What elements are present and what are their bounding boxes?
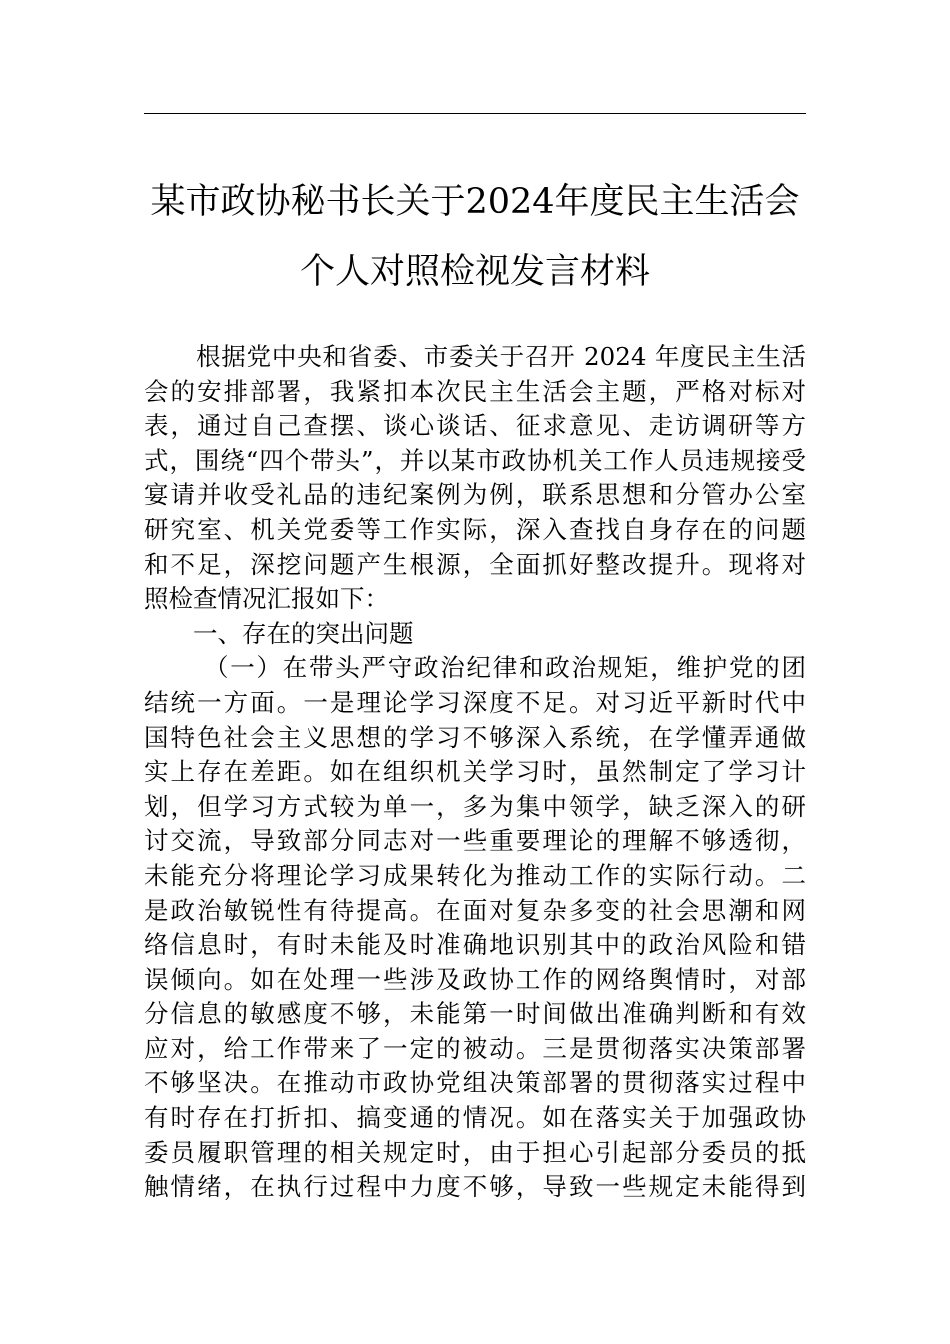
paragraph-line: 不够坚决。在推动市政协党组决策部署的贯彻落实过程中 <box>144 1068 806 1098</box>
intro-line: 式，围绕“四个带头”，并以某市政协机关工作人员违规接受 <box>144 445 806 475</box>
intro-line: 宴请并收受礼品的违纪案例为例，联系思想和分管办公室 <box>144 480 806 510</box>
paragraph-line: 讨交流，导致部分同志对一些重要理论的理解不够透彻， <box>144 826 806 856</box>
paragraph-line: 划，但学习方式较为单一，多为集中领学，缺乏深入的研 <box>144 791 806 821</box>
document-title-line-1: 某市政协秘书长关于2024年度民主生活会 <box>150 182 800 222</box>
section-paragraph <box>144 651 806 1205</box>
paragraph-line: （一）在带头严守政治纪律和政治规矩，维护党的团 <box>204 653 806 683</box>
paragraph-line: 触情绪，在执行过程中力度不够，导致一些规定未能得到 <box>144 1172 806 1202</box>
intro-line: 根据党中央和省委、市委关于召开 2024 年度民主生活 <box>196 342 806 371</box>
document-body <box>144 340 806 1205</box>
intro-line: 会的安排部署，我紧扣本次民主生活会主题，严格对标对 <box>144 376 806 406</box>
intro-line: 照检查情况汇报如下： <box>144 584 389 614</box>
paragraph-line: 络信息时，有时未能及时准确地识别其中的政治风险和错 <box>144 930 806 960</box>
section-heading: 一、存在的突出问题 <box>193 618 414 648</box>
document-title-line-2: 个人对照检视发言材料 <box>299 252 650 292</box>
paragraph-line: 有时存在打折扣、搞变通的情况。如在落实关于加强政协 <box>144 1103 806 1133</box>
intro-line: 研究室、机关党委等工作实际，深入查找自身存在的问题 <box>144 514 806 544</box>
top-rule <box>144 113 806 114</box>
paragraph-line: 结统一方面。一是理论学习深度不足。对习近平新时代中 <box>144 687 806 717</box>
paragraph-line: 委员履职管理的相关规定时，由于担心引起部分委员的抵 <box>144 1137 806 1167</box>
paragraph-line: 分信息的敏感度不够，未能第一时间做出准确判断和有效 <box>144 999 806 1029</box>
paragraph-line: 应对，给工作带来了一定的被动。三是贯彻落实决策部署 <box>144 1033 806 1063</box>
paragraph-line: 是政治敏锐性有待提高。在面对复杂多变的社会思潮和网 <box>144 895 806 925</box>
paragraph-line: 实上存在差距。如在组织机关学习时，虽然制定了学习计 <box>144 757 806 787</box>
paragraph-line: 未能充分将理论学习成果转化为推动工作的实际行动。二 <box>144 860 806 890</box>
intro-paragraph <box>144 340 806 617</box>
paragraph-line: 国特色社会主义思想的学习不够深入系统，在学懂弄通做 <box>144 722 806 752</box>
intro-line: 表，通过自己查摆、谈心谈话、征求意见、走访调研等方 <box>144 411 806 441</box>
intro-line: 和不足，深挖问题产生根源，全面抓好整改提升。现将对 <box>144 549 806 579</box>
paragraph-line: 误倾向。如在处理一些涉及政协工作的网络舆情时，对部 <box>144 964 806 994</box>
